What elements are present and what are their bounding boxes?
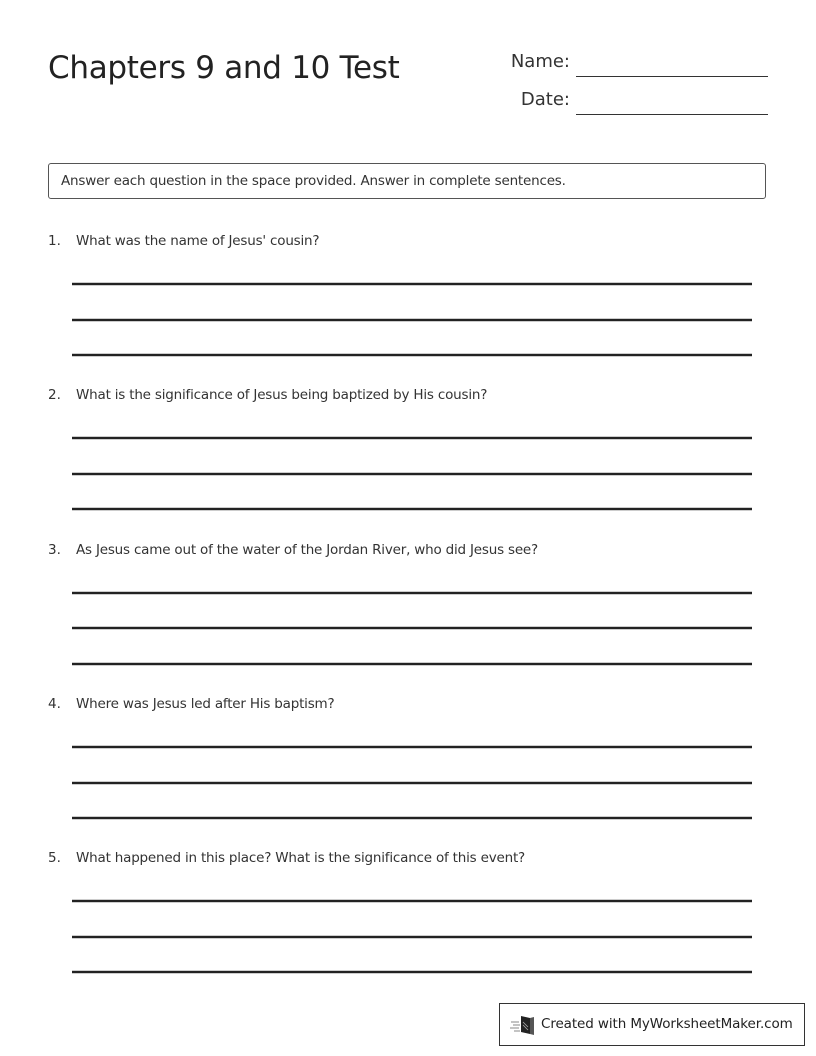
question-number: 2. — [48, 387, 61, 403]
page-title: Chapters 9 and 10 Test — [48, 50, 400, 86]
name-label: Name: — [510, 51, 570, 72]
date-label: Date: — [520, 89, 570, 110]
answer-line[interactable] — [72, 283, 752, 285]
answer-line[interactable] — [72, 971, 752, 973]
question-number: 3. — [48, 542, 61, 558]
answer-line[interactable] — [72, 900, 752, 902]
answer-line[interactable] — [72, 473, 752, 475]
date-field — [480, 86, 768, 114]
instructions-text: Answer each question in the space provided. Answer in complete sentences. — [61, 173, 566, 189]
footer-text: Created with MyWorksheetMaker.com — [541, 1016, 793, 1032]
answer-line[interactable] — [72, 817, 752, 819]
question-text: As Jesus came out of the water of the Jordan River, who did Jesus see? — [76, 542, 539, 558]
answer-line[interactable] — [72, 746, 752, 748]
answer-line[interactable] — [72, 592, 752, 594]
instructions-box — [48, 163, 766, 199]
answer-line[interactable] — [72, 663, 752, 665]
answer-line[interactable] — [72, 782, 752, 784]
answer-line[interactable] — [72, 627, 752, 629]
date-input-line[interactable] — [576, 114, 768, 115]
answer-line[interactable] — [72, 936, 752, 938]
question-text: What was the name of Jesus' cousin? — [76, 233, 320, 249]
answer-line[interactable] — [72, 508, 752, 510]
question-text: Where was Jesus led after His baptism? — [76, 696, 335, 712]
question-number: 1. — [48, 233, 61, 249]
answer-line[interactable] — [72, 354, 752, 356]
name-input-line[interactable] — [576, 76, 768, 77]
name-field — [480, 48, 768, 76]
question-text: What is the significance of Jesus being baptized by His cousin? — [76, 387, 488, 403]
question-text: What happened in this place? What is the significance of this event? — [76, 850, 526, 866]
question-number: 5. — [48, 850, 61, 866]
answer-line[interactable] — [72, 319, 752, 321]
question-number: 4. — [48, 696, 61, 712]
footer-badge[interactable] — [499, 1003, 805, 1046]
answer-line[interactable] — [72, 437, 752, 439]
worksheet-maker-logo-icon — [510, 1014, 536, 1036]
